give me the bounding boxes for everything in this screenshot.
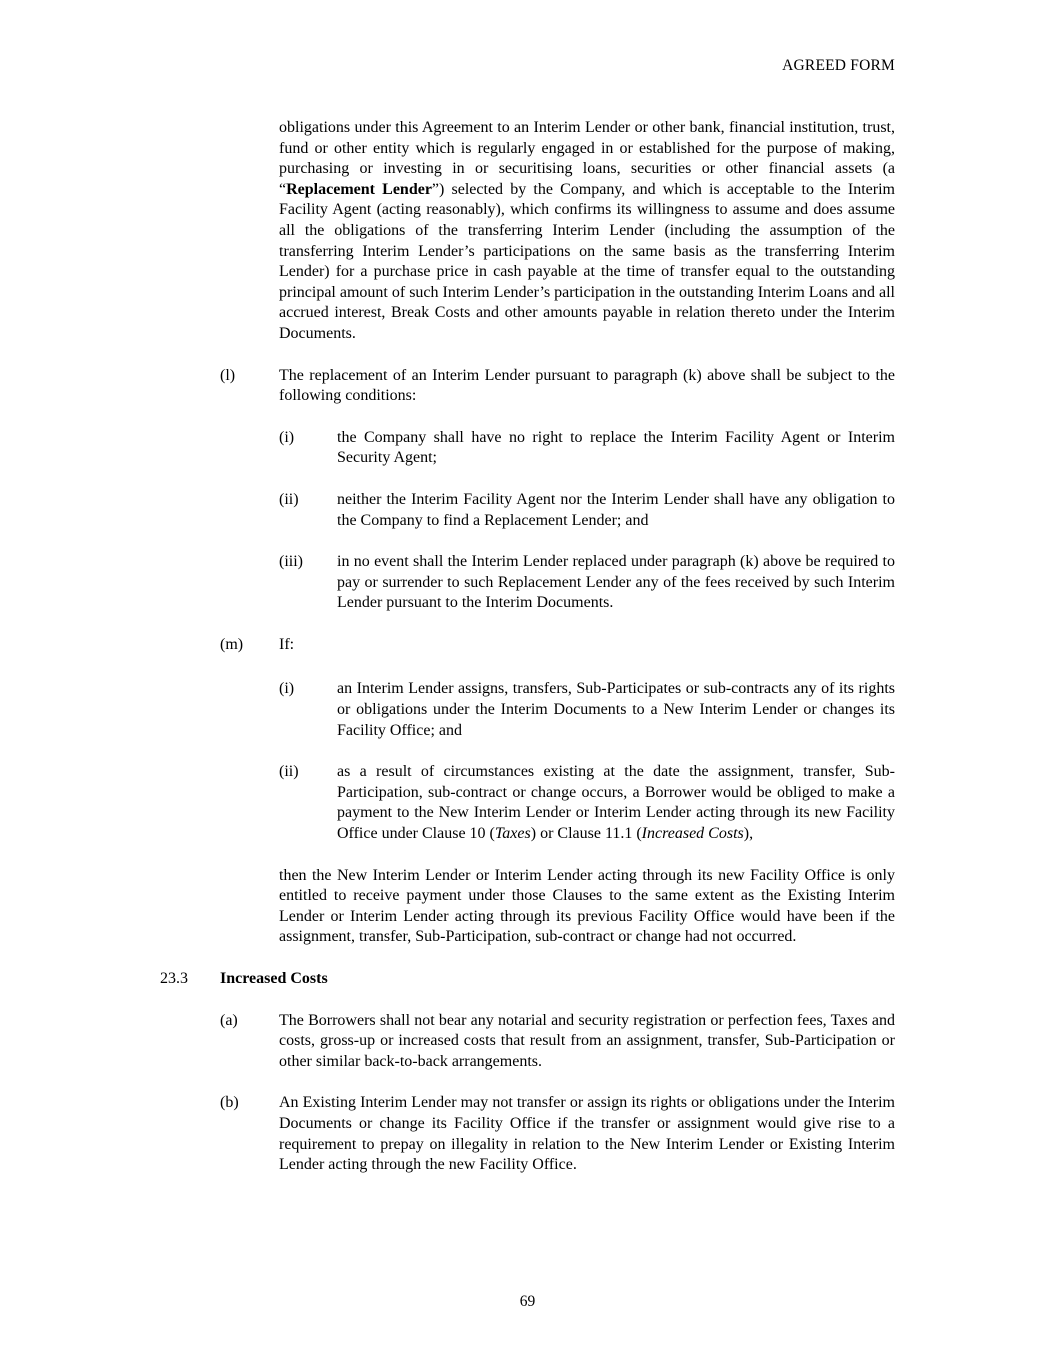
sub-item-m-ii (279, 762, 895, 844)
sub-item-l-ii (279, 490, 895, 531)
list-marker: (i) (279, 680, 295, 698)
sub-item-l-i (279, 428, 895, 469)
list-item-l (220, 366, 895, 407)
section-heading (160, 969, 1055, 990)
intro-paragraph: obligations under this Agreement to an Interim Lender or other bank, financial institution, trust, fund or other entity which is regularly engaged in or established for the purpose of making, purchasing or investing in or securitising loans, securities or other financial assets (a “Replacement Lender”) selected by the Company, and which is acceptable to the Interim Facility Agent (acting reasonably), which confirms its willingness to assume and does assume all the obligations of the transferring Interim Lender (including the assumption of the transferring Interim Lender’s participations on the same basis as the transferring Interim Lender) for a purchase price in cash payable at the time of transfer equal to the outstanding principal amount of such Interim Lender’s participation in the outstanding Interim Loans and all accrued interest, Break Costs and other amounts payable in relation thereto under the Interim Documents. (279, 119, 895, 342)
section-number: 23.3 (160, 970, 188, 987)
list-item-text: the Company shall have no right to replace the Interim Facility Agent or Interim Security Agent; (337, 428, 895, 467)
section-title: Increased Costs (220, 970, 328, 987)
document-content (0, 118, 1055, 1197)
list-item-text: The Borrowers shall not bear any notarial and security registration or perfection fees, Taxes and costs, gross-up or increased costs that result from an assignment, transfer, Sub-Participation or other similar back-to-back arrangements. (279, 1011, 895, 1070)
list-marker: (iii) (279, 553, 303, 571)
list-marker: (ii) (279, 763, 299, 781)
list-item-a (220, 1011, 895, 1073)
sub-item-m-i (279, 679, 895, 741)
list-item-text: in no event shall the Interim Lender replaced under paragraph (k) above be required to pay or surrender to such Replacement Lender any of the fees received by such Interim Lender pursuant to the Interim Documents. (337, 553, 895, 612)
page-header: AGREED FORM (782, 57, 895, 74)
list-marker: (l) (220, 366, 236, 384)
list-marker: (b) (220, 1094, 239, 1112)
list-item-text: neither the Interim Facility Agent nor the Interim Lender shall have any obligation to the Company to find a Replacement Lender; and (337, 490, 895, 529)
list-item-text: If: (279, 635, 295, 653)
list-item-b (220, 1093, 895, 1175)
continuation-paragraph: then the New Interim Lender or Interim Lender acting through its new Facility Office is only entitled to receive payment under those Clauses to the same extent as the Existing Interim Lender or Interim Lender acting through its previous Facility Office would have been if the assignment, transfer, Sub-Participation, sub-contract or change had not occurred. (279, 866, 895, 946)
list-marker: (ii) (279, 490, 299, 508)
list-marker: (i) (279, 428, 295, 446)
list-item-text: as a result of circumstances existing at the date the assignment, transfer, Sub-Participation, sub-contract or change occurs, a Borrower would be obliged to make a payment to the New Interim Lender or Interim Lender acting through its new Facility Office under Clause 10 (Taxes) or Clause 11.1 (Increased Costs), (337, 763, 895, 843)
list-marker: (a) (220, 1011, 238, 1029)
list-item-m (220, 635, 895, 656)
list-item-text: The replacement of an Interim Lender pursuant to paragraph (k) above shall be subject to the following conditions: (279, 366, 895, 405)
page-number: 69 (519, 1293, 536, 1311)
list-item-text: An Existing Interim Lender may not transfer or assign its rights or obligations under the Interim Documents or change its Facility Office if the transfer or assignment would give rise to a requirement to prepay on illegality in relation to the New Interim Lender or Existing Interim Lender acting through the new Facility Office. (279, 1094, 895, 1174)
list-marker: (m) (220, 635, 244, 653)
list-item-text: an Interim Lender assigns, transfers, Sub-Participates or sub-contracts any of its rights or obligations under the Interim Documents to a New Interim Lender or changes its Facility Office; and (337, 680, 895, 739)
sub-item-l-iii (279, 552, 895, 614)
